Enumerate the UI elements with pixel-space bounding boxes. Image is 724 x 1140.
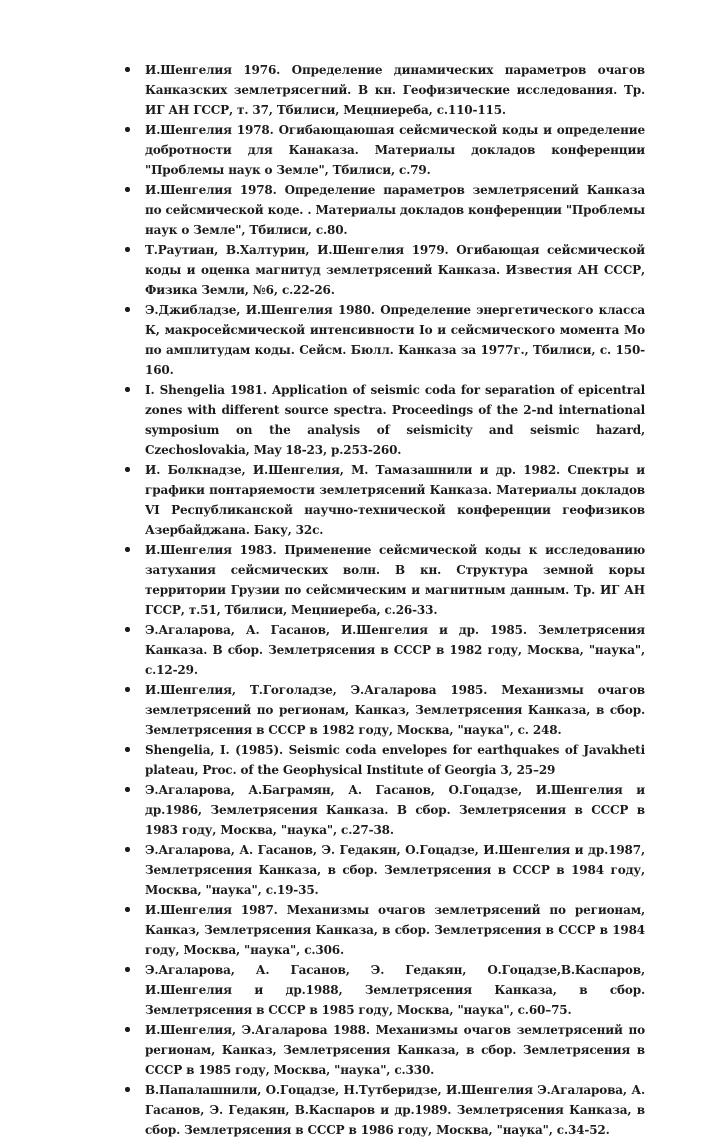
bullet-icon [125, 60, 145, 72]
reference-text: Э.Джибладзе, И.Шенгелия 1980. Определение энергетического класса К, макросейсмической интенсивности Io и сейсмического момента Мо по амплитудам коды. Сейсм. Бюлл. Канказа за 1977г., Тбилиси, с. 150-160. [145, 303, 645, 377]
reference-item [125, 840, 645, 900]
reference-item [125, 620, 645, 680]
reference-text: И.Шенгелия 1983. Применение сейсмической коды к исследованию затухания сейсмических волн. В кн. Структура земной коры территории Грузии по сейсмическим и магнитным данным. Тр. ИГ АН ГССР, т.51, Тбилиси, Мецниереба, с.26-33. [145, 543, 645, 617]
reference-item [125, 780, 645, 840]
reference-item [125, 540, 645, 620]
reference-item [125, 460, 645, 540]
reference-item [125, 380, 645, 460]
reference-text: И.Шенгелия 1978. Огибающаюшая сейсмической коды и определение добротности для Канаказа. Материалы докладов конференции "Проблемы наук о Земле", Тбилиси, с.79. [145, 123, 645, 177]
reference-text: В.Папалашнили, О.Гоцадзе, Н.Тутберидзе, И.Шенгелия Э.Агаларова, А. Гасанов, Э. Гедакян, В.Каспаров и др.1989. Землетрясения Канказа, в сбор. Землетрясения в СССР в 1986 году, Москва, "наука", с.34-52. [145, 1083, 645, 1137]
reference-text: Т.Раутиан, В.Халтурин, И.Шенгелия 1979. Огибающая сейсмической коды и оценка магнитуд землетрясений Канказа. Известия АН СССР, Физика Земли, №6, с.22-26. [145, 243, 645, 297]
reference-text: И.Шенгелия 1987. Механизмы очагов землетрясений по регионам, Канказ, Землетрясения Канказа, в сбор. Землетрясения в СССР в 1984 году, Москва, "наука", с.306. [145, 903, 645, 957]
bullet-icon [125, 740, 145, 752]
bullet-icon [125, 120, 145, 132]
bullet-icon [125, 1020, 145, 1032]
bullet-icon [125, 680, 145, 692]
reference-list [125, 60, 645, 1140]
reference-item [125, 680, 645, 740]
bullet-icon [125, 300, 145, 312]
bullet-icon [125, 380, 145, 392]
reference-item [125, 300, 645, 380]
reference-item [125, 960, 645, 1020]
reference-item [125, 1020, 645, 1080]
reference-text: И.Шенгелия, Т.Гоголадзе, Э.Агаларова 1985. Механизмы очагов землетрясений по регионам, Канказ, Землетрясения Канказа, в сбор. Землетрясения в СССР в 1982 году, Москва, "наука", с. 248. [145, 683, 645, 737]
bullet-icon [125, 460, 145, 472]
bullet-icon [125, 960, 145, 972]
bullet-icon [125, 1080, 145, 1092]
bullet-icon [125, 540, 145, 552]
reference-text: I. Shengelia 1981. Application of seismic coda for separation of epicentral zones with different source spectra. Proceedings of the 2-nd international symposium on the analysis of seismicity and seismic hazard, Czechoslovakia, May 18-23, p.253-260. [145, 383, 645, 457]
reference-item [125, 120, 645, 180]
reference-text: И. Болкнадзе, И.Шенгелия, М. Тамазашнили и др. 1982. Спектры и графики понтаряемости землетрясений Канказа. Материалы докладов VI Республиканской научно-технической конференции геофизиков Азербайджана. Баку, 32с. [145, 463, 645, 537]
reference-text: Shengelia, I. (1985). Seismic coda envelopes for earthquakes of Javakheti plateau, Proc. of the Geophysical Institute of Georgia 3, 25–29 [145, 743, 645, 777]
reference-item [125, 60, 645, 120]
bullet-icon [125, 180, 145, 192]
bullet-icon [125, 240, 145, 252]
reference-text: Э.Агаларова, А. Гасанов, Э. Гедакян, О.Гоцадзе, И.Шенгелия и др.1987, Землетрясения Канказа, в сбор. Землетрясения в СССР в 1984 году, Москва, "наука", с.19-35. [145, 843, 645, 897]
bullet-icon [125, 900, 145, 912]
reference-text: Э.Агаларова, А. Гасанов, Э. Гедакян, О.Гоцадзе,В.Каспаров, И.Шенгелия и др.1988, Землетрясения Канказа, в сбор. Землетрясения в СССР в 1985 году, Москва, "наука", с.60–75. [145, 963, 645, 1017]
reference-item [125, 180, 645, 240]
reference-text: Э.Агаларова, А.Баграмян, А. Гасанов, О.Гоцадзе, И.Шенгелия и др.1986, Землетрясения Канказа. В сбор. Землетрясения в СССР в 1983 году, Москва, "наука", с.27-38. [145, 783, 645, 837]
reference-text: И.Шенгелия 1976. Определение динамических параметров очагов Канказских землетрясегний. В кн. Геофизические исследования. Тр. ИГ АН ГССР, т. 37, Тбилиси, Мецниереба, с.110-115. [145, 63, 645, 117]
reference-item [125, 740, 645, 780]
bullet-icon [125, 780, 145, 792]
reference-text: И.Шенгелия, Э.Агаларова 1988. Механизмы очагов землетрясений по регионам, Канказ, Землетрясения Канказа, в сбор. Землетрясения в СССР в 1985 году, Москва, "наука", с.330. [145, 1023, 645, 1077]
reference-item [125, 240, 645, 300]
reference-text: Э.Агаларова, А. Гасанов, И.Шенгелия и др. 1985. Землетрясения Канказа. В сбор. Землетрясения в СССР в 1982 году, Москва, "наука", с.12-29. [145, 623, 645, 677]
bullet-icon [125, 840, 145, 852]
reference-item [125, 900, 645, 960]
reference-text: И.Шенгелия 1978. Определение параметров землетрясений Канказа по сейсмической коде. . Материалы докладов конференции "Проблемы наук о Земле", Тбилиси, с.80. [145, 183, 645, 237]
reference-item [125, 1080, 645, 1140]
bullet-icon [125, 620, 145, 632]
